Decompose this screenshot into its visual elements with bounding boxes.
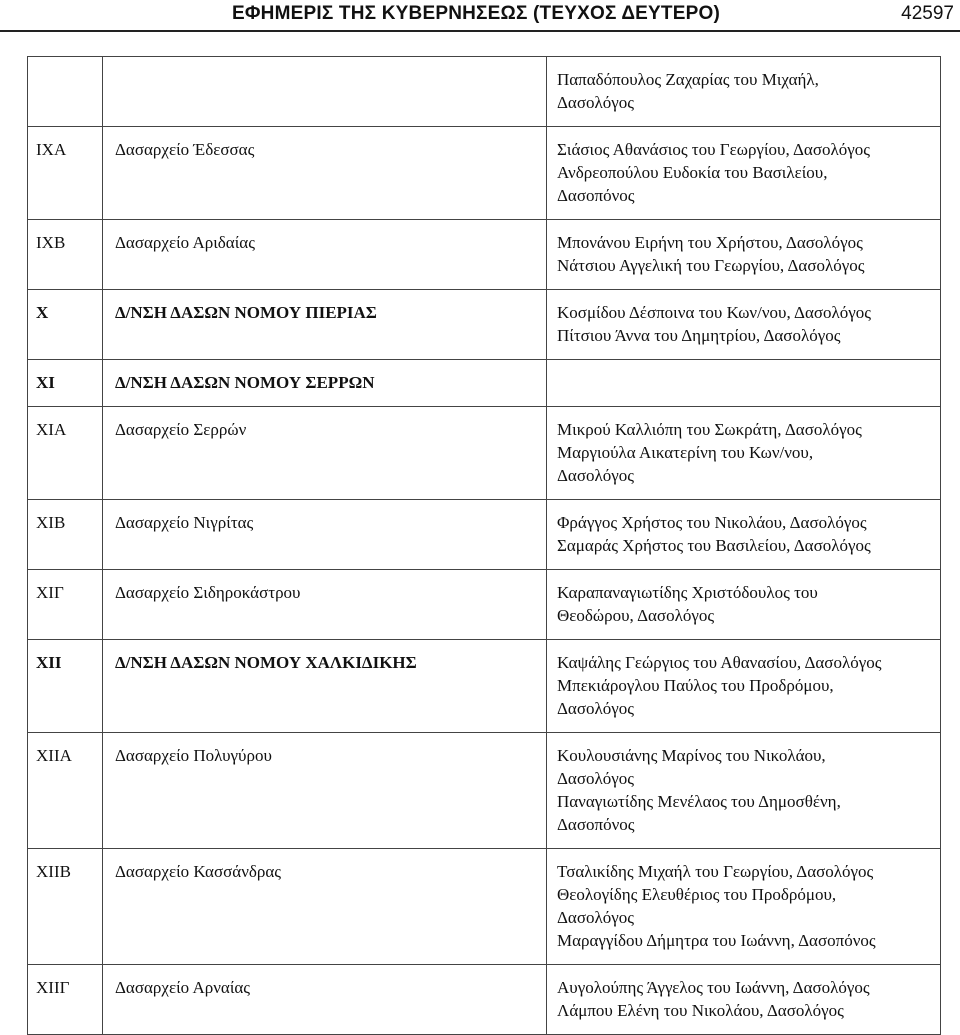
staff-name-line: Δασολόγος (557, 466, 634, 485)
staff-names-cell (547, 220, 941, 290)
unit-name: Δασαρχείο Αριδαίας (115, 233, 255, 252)
table-row (28, 640, 941, 733)
staff-name-line: Νάτσιου Αγγελική του Γεωργίου, Δασολόγος (557, 256, 865, 275)
unit-code: ΙΧΒ (36, 233, 66, 252)
staff-names (557, 220, 940, 289)
staff-name-line: Δασολόγος (557, 93, 634, 112)
staff-name-line: Παπαδόπουλος Ζαχαρίας του Μιχαήλ, (557, 70, 819, 89)
staff-names (557, 500, 940, 569)
page-number: 42597 (901, 3, 954, 24)
unit-code-cell (28, 733, 103, 849)
unit-name (115, 57, 546, 80)
staff-names-cell (547, 57, 941, 127)
staff-names (557, 733, 940, 848)
staff-names-cell (547, 640, 941, 733)
unit-name-cell (103, 57, 547, 127)
staff-name-line: Φράγγος Χρήστος του Νικολάου, Δασολόγος (557, 513, 867, 532)
table-row (28, 570, 941, 640)
unit-code: ΙΧΑ (36, 140, 67, 159)
table-row (28, 407, 941, 500)
staff-names-cell (547, 290, 941, 360)
unit-code: ΧΙΑ (36, 420, 67, 439)
table-row (28, 965, 941, 1035)
unit-code: ΧΙΒ (36, 513, 66, 532)
staff-name-line: Δασολόγος (557, 769, 634, 788)
unit-code: ΧΙΙΒ (36, 862, 71, 881)
staff-names-cell (547, 570, 941, 640)
table-row (28, 220, 941, 290)
unit-code-cell (28, 640, 103, 733)
table-row (28, 57, 941, 127)
unit-name: Δ/ΝΣΗ ΔΑΣΩΝ ΝΟΜΟΥ ΠΙΕΡΙΑΣ (115, 303, 377, 322)
gazette-title: ΕΦΗΜΕΡΙΣ ΤΗΣ ΚΥΒΕΡΝΗΣΕΩΣ (ΤΕΥΧΟΣ ΔΕΥΤΕΡΟ) (232, 3, 720, 24)
staff-names (557, 127, 940, 219)
staff-name-line: Θεοδώρου, Δασολόγος (557, 606, 715, 625)
staff-names-cell (547, 500, 941, 570)
unit-code-cell (28, 57, 103, 127)
unit-code: ΧΙΓ (36, 583, 64, 602)
unit-name-cell (103, 640, 547, 733)
unit-name-cell (103, 849, 547, 965)
unit-name-cell (103, 360, 547, 407)
staff-name-line: Πίτσιου Άννα του Δημητρίου, Δασολόγος (557, 326, 841, 345)
unit-code-cell (28, 407, 103, 500)
staff-names-cell (547, 127, 941, 220)
staff-name-line: Δασοπόνος (557, 186, 635, 205)
unit-code: Χ (36, 303, 49, 322)
staff-name-line: Δασοπόνος (557, 815, 635, 834)
unit-code: ΧΙΙ (36, 653, 62, 672)
staff-name-line: Δασολόγος (557, 699, 634, 718)
staff-names (557, 570, 940, 639)
unit-name: Δασαρχείο Έδεσσας (115, 140, 255, 159)
unit-name-cell (103, 570, 547, 640)
unit-code-cell (28, 290, 103, 360)
unit-name: Δασαρχείο Αρναίας (115, 978, 251, 997)
unit-name-cell (103, 965, 547, 1035)
staff-name-line: Μπονάνου Ειρήνη του Χρήστου, Δασολόγος (557, 233, 863, 252)
table-row (28, 127, 941, 220)
staff-names (557, 290, 940, 359)
unit-name: Δ/ΝΣΗ ΔΑΣΩΝ ΝΟΜΟΥ ΣΕΡΡΩΝ (115, 373, 375, 392)
table-row (28, 733, 941, 849)
unit-name-cell (103, 733, 547, 849)
staff-names (557, 57, 940, 126)
staff-name-line: Δασολόγος (557, 908, 634, 927)
unit-code-cell (28, 220, 103, 290)
table-row (28, 849, 941, 965)
staff-names-cell (547, 360, 941, 407)
staff-names (557, 849, 940, 964)
unit-code-cell (28, 965, 103, 1035)
unit-code-cell (28, 570, 103, 640)
unit-name-cell (103, 290, 547, 360)
staff-names-cell (547, 733, 941, 849)
staff-name-line: Μαργιούλα Αικατερίνη του Κων/νου, (557, 443, 814, 462)
page-header (0, 0, 960, 32)
staff-name-line: Καραπαναγιωτίδης Χριστόδουλος του (557, 583, 818, 602)
table-row (28, 500, 941, 570)
unit-name-cell (103, 500, 547, 570)
staff-names-cell (547, 849, 941, 965)
unit-name-cell (103, 220, 547, 290)
unit-code-cell (28, 360, 103, 407)
unit-code-cell (28, 500, 103, 570)
staff-name-line: Μαραγγίδου Δήμητρα του Ιωάννη, Δασοπόνος (557, 931, 876, 950)
staff-name-line: Ανδρεοπούλου Ευδοκία του Βασιλείου, (557, 163, 828, 182)
staff-name-line: Λάμπου Ελένη του Νικολάου, Δασολόγος (557, 1001, 844, 1020)
unit-name: Δασαρχείο Πολυγύρου (115, 746, 272, 765)
staff-names (557, 360, 940, 383)
staff-name-line: Παναγιωτίδης Μενέλαος του Δημοσθένη, (557, 792, 841, 811)
unit-name: Δασαρχείο Κασσάνδρας (115, 862, 282, 881)
staff-names (557, 640, 940, 732)
unit-code: ΧΙ (36, 373, 55, 392)
staff-name-line: Μπεκιάρογλου Παύλος του Προδρόμου, (557, 676, 834, 695)
staff-name-line: Μικρού Καλλιόπη του Σωκράτη, Δασολόγος (557, 420, 862, 439)
table-row (28, 290, 941, 360)
staff-names (557, 965, 940, 1034)
unit-name: Δασαρχείο Σερρών (115, 420, 247, 439)
staff-name-line: Θεολογίδης Ελευθέριος του Προδρόμου, (557, 885, 837, 904)
staff-name-line: Αυγολούπης Άγγελος του Ιωάννη, Δασολόγος (557, 978, 870, 997)
staff-table (27, 56, 941, 1035)
staff-name-line: Καψάλης Γεώργιος του Αθανασίου, Δασολόγος (557, 653, 882, 672)
staff-names (557, 407, 940, 499)
unit-code-cell (28, 127, 103, 220)
unit-code: ΧΙΙΑ (36, 746, 72, 765)
staff-name-line: Τσαλικίδης Μιχαήλ του Γεωργίου, Δασολόγος (557, 862, 874, 881)
staff-name-line: Κοσμίδου Δέσποινα του Κων/νου, Δασολόγος (557, 303, 872, 322)
staff-name-line: Σιάσιος Αθανάσιος του Γεωργίου, Δασολόγος (557, 140, 870, 159)
unit-code-cell (28, 849, 103, 965)
unit-name: Δ/ΝΣΗ ΔΑΣΩΝ ΝΟΜΟΥ ΧΑΛΚΙΔΙΚΗΣ (115, 653, 417, 672)
unit-code (36, 57, 102, 80)
staff-names-cell (547, 965, 941, 1035)
unit-name: Δασαρχείο Νιγρίτας (115, 513, 254, 532)
unit-name-cell (103, 127, 547, 220)
unit-name: Δασαρχείο Σιδηροκάστρου (115, 583, 301, 602)
staff-name-line: Σαμαράς Χρήστος του Βασιλείου, Δασολόγος (557, 536, 871, 555)
table-body (28, 57, 941, 1035)
staff-names-cell (547, 407, 941, 500)
unit-code: ΧΙΙΓ (36, 978, 70, 997)
staff-name-line: Κουλουσιάνης Μαρίνος του Νικολάου, (557, 746, 826, 765)
unit-name-cell (103, 407, 547, 500)
table-row (28, 360, 941, 407)
